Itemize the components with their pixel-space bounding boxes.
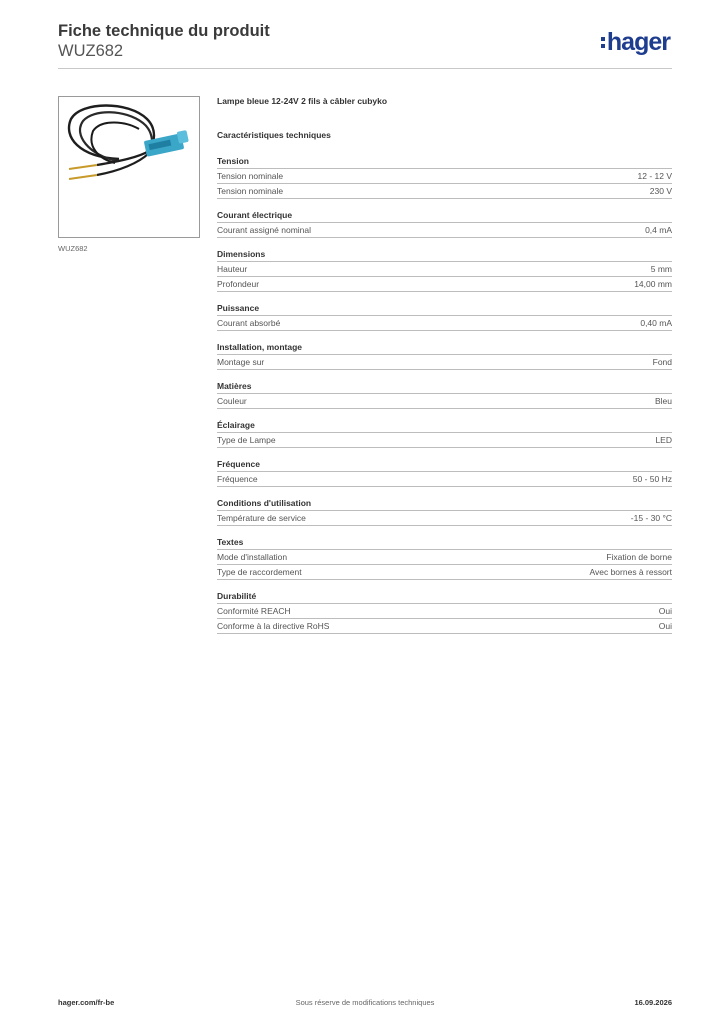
footer-date: 16.09.2026	[634, 998, 672, 1007]
spec-group-title: Conditions d'utilisation	[217, 497, 672, 511]
spec-group	[217, 536, 672, 580]
spec-label: Hauteur	[217, 264, 248, 274]
spec-row	[217, 511, 672, 526]
spec-row	[217, 565, 672, 580]
spec-value: 230 V	[649, 186, 672, 196]
spec-group	[217, 248, 672, 292]
spec-label: Type de Lampe	[217, 435, 276, 445]
spec-label: Courant absorbé	[217, 318, 281, 328]
spec-group	[217, 302, 672, 331]
spec-group-title: Puissance	[217, 302, 672, 316]
spec-row	[217, 394, 672, 409]
spec-row	[217, 223, 672, 238]
spec-value: Fixation de borne	[606, 552, 672, 562]
spec-group-title: Fréquence	[217, 458, 672, 472]
product-reference: WUZ682	[58, 42, 124, 60]
product-image	[58, 96, 200, 238]
spec-group	[217, 419, 672, 448]
logo-text: hager	[606, 28, 670, 56]
page-header	[58, 22, 672, 69]
spec-value: Oui	[658, 606, 672, 616]
spec-row	[217, 550, 672, 565]
spec-row	[217, 262, 672, 277]
spec-label: Température de service	[217, 513, 306, 523]
spec-value: -15 - 30 °C	[630, 513, 672, 523]
spec-label: Couleur	[217, 396, 247, 406]
spec-group	[217, 380, 672, 409]
spec-row	[217, 619, 672, 634]
spec-row	[217, 277, 672, 292]
spec-row	[217, 472, 672, 487]
spec-group-title: Installation, montage	[217, 341, 672, 355]
spec-group-title: Éclairage	[217, 419, 672, 433]
spec-value: Oui	[658, 621, 672, 631]
spec-value: 12 - 12 V	[637, 171, 672, 181]
spec-content	[217, 96, 672, 644]
spec-row	[217, 355, 672, 370]
spec-group	[217, 590, 672, 634]
spec-group	[217, 458, 672, 487]
spec-label: Conforme à la directive RoHS	[217, 621, 330, 631]
spec-value: LED	[655, 435, 672, 445]
spec-label: Conformité REACH	[217, 606, 291, 616]
spec-group-title: Courant électrique	[217, 209, 672, 223]
product-name: Lampe bleue 12-24V 2 fils à câbler cubyko	[217, 96, 388, 106]
spec-heading: Caractéristiques techniques	[217, 130, 331, 140]
spec-groups	[217, 155, 672, 634]
spec-value: 14,00 mm	[634, 279, 672, 289]
spec-value: Avec bornes à ressort	[589, 567, 672, 577]
spec-group-title: Dimensions	[217, 248, 672, 262]
image-caption: WUZ682	[58, 244, 88, 253]
spec-value: 0,40 mA	[640, 318, 672, 328]
spec-row	[217, 184, 672, 199]
spec-value: Bleu	[654, 396, 672, 406]
hager-logo	[601, 28, 670, 56]
spec-value: 5 mm	[650, 264, 672, 274]
spec-label: Courant assigné nominal	[217, 225, 312, 235]
spec-label: Tension nominale	[217, 186, 284, 196]
spec-label: Type de raccordement	[217, 567, 302, 577]
spec-label: Montage sur	[217, 357, 265, 367]
spec-row	[217, 169, 672, 184]
footer-website[interactable]: hager.com/fr-be	[58, 998, 115, 1007]
spec-value: Fond	[652, 357, 672, 367]
spec-row	[217, 316, 672, 331]
spec-value: 50 - 50 Hz	[632, 474, 672, 484]
spec-label: Profondeur	[217, 279, 260, 289]
spec-group	[217, 497, 672, 526]
logo-dots-icon	[601, 37, 605, 48]
spec-row	[217, 433, 672, 448]
page-title: Fiche technique du produit	[58, 22, 270, 40]
spec-group-title: Matières	[217, 380, 672, 394]
spec-label: Mode d'installation	[217, 552, 288, 562]
spec-row	[217, 604, 672, 619]
spec-value: 0,4 mA	[645, 225, 672, 235]
spec-label: Fréquence	[217, 474, 258, 484]
page-footer	[58, 998, 672, 1012]
spec-group	[217, 155, 672, 199]
spec-group-title: Durabilité	[217, 590, 672, 604]
spec-group-title: Tension	[217, 155, 672, 169]
footer-note: Sous réserve de modifications techniques	[295, 998, 435, 1007]
lamp-cable-icon	[59, 97, 199, 237]
spec-group-title: Textes	[217, 536, 672, 550]
spec-group	[217, 341, 672, 370]
spec-label: Tension nominale	[217, 171, 284, 181]
spec-group	[217, 209, 672, 238]
